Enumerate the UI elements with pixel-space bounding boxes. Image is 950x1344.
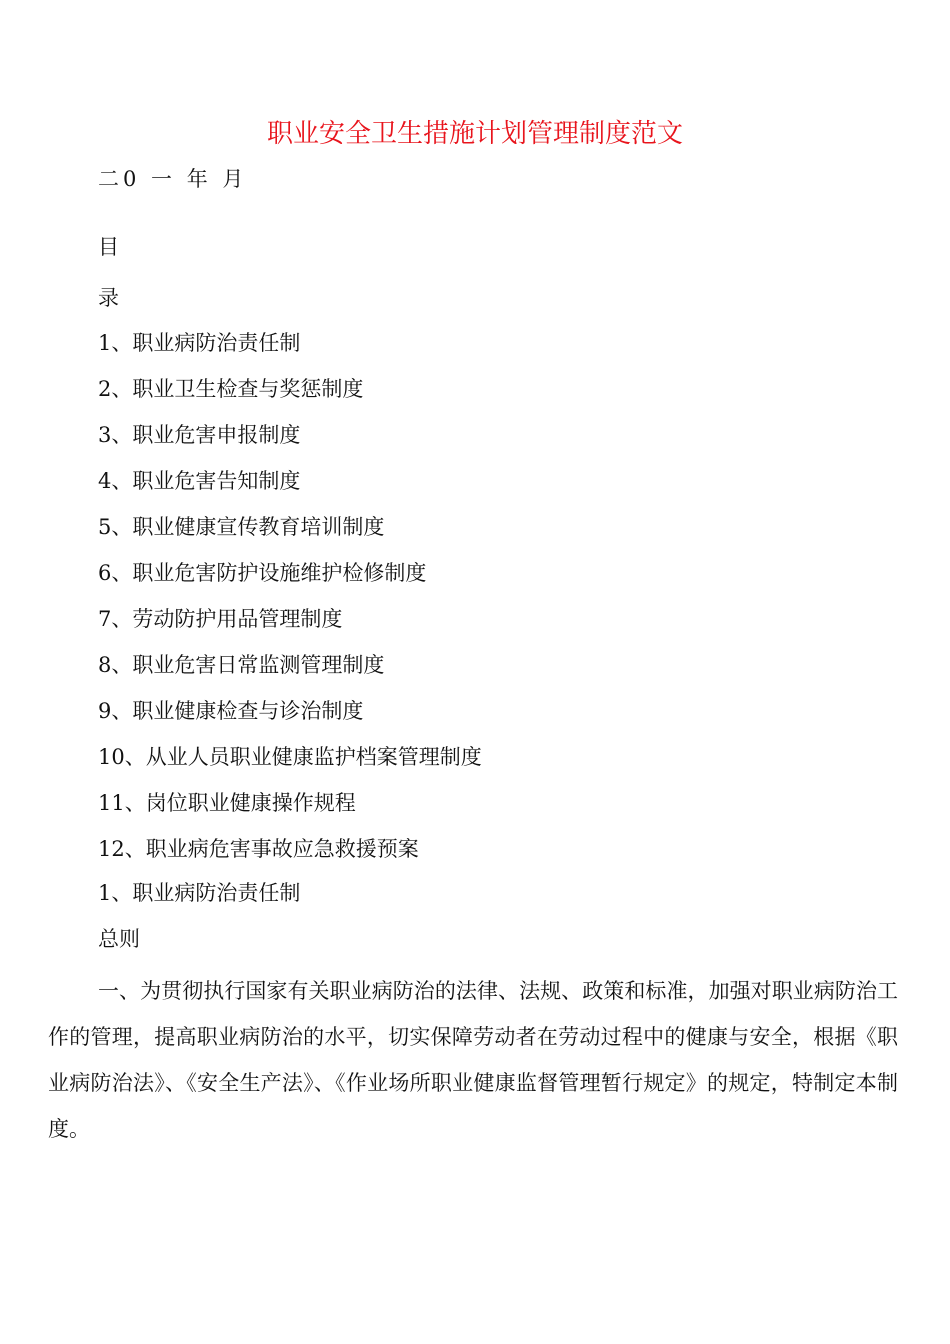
toc-item: 11、岗位职业健康操作规程 [98,791,356,815]
toc-item: 8、职业危害日常监测管理制度 [98,653,385,677]
toc-item: 7、劳动防护用品管理制度 [98,607,343,631]
table-of-contents [98,327,482,879]
toc-item: 2、职业卫生检查与奖惩制度 [98,377,364,401]
toc-item: 5、职业健康宣传教育培训制度 [98,515,385,539]
subsection-heading: 总则 [98,927,140,951]
toc-item: 12、职业病危害事故应急救援预案 [98,837,419,861]
toc-item: 10、从业人员职业健康监护档案管理制度 [98,745,482,769]
document-title: 职业安全卫生措施计划管理制度范文 [266,119,683,149]
toc-item: 1、职业病防治责任制 [98,331,301,355]
toc-item: 3、职业危害申报制度 [98,423,301,447]
toc-item: 4、职业危害告知制度 [98,469,301,493]
toc-heading-char-2: 录 [98,286,119,310]
section-heading: 1、职业病防治责任制 [98,881,301,905]
toc-item: 6、职业危害防护设施维护检修制度 [98,561,427,585]
toc-item: 9、职业健康检查与诊治制度 [98,699,364,723]
toc-heading-char-1: 目 [98,235,119,259]
date-line: 二0 一 年 月 [98,167,248,191]
body-paragraph: 一、为贯彻执行国家有关职业病防治的法律、法规、政策和标准，加强对职业病防治工作的管理，提高职业病防治的水平，切实保障劳动者在劳动过程中的健康与安全，根据《职业病防治法》、《安全生产法》、《作业场所职业健康监督管理暂行规定》的规定，特制定本制度。 [48,979,898,1141]
